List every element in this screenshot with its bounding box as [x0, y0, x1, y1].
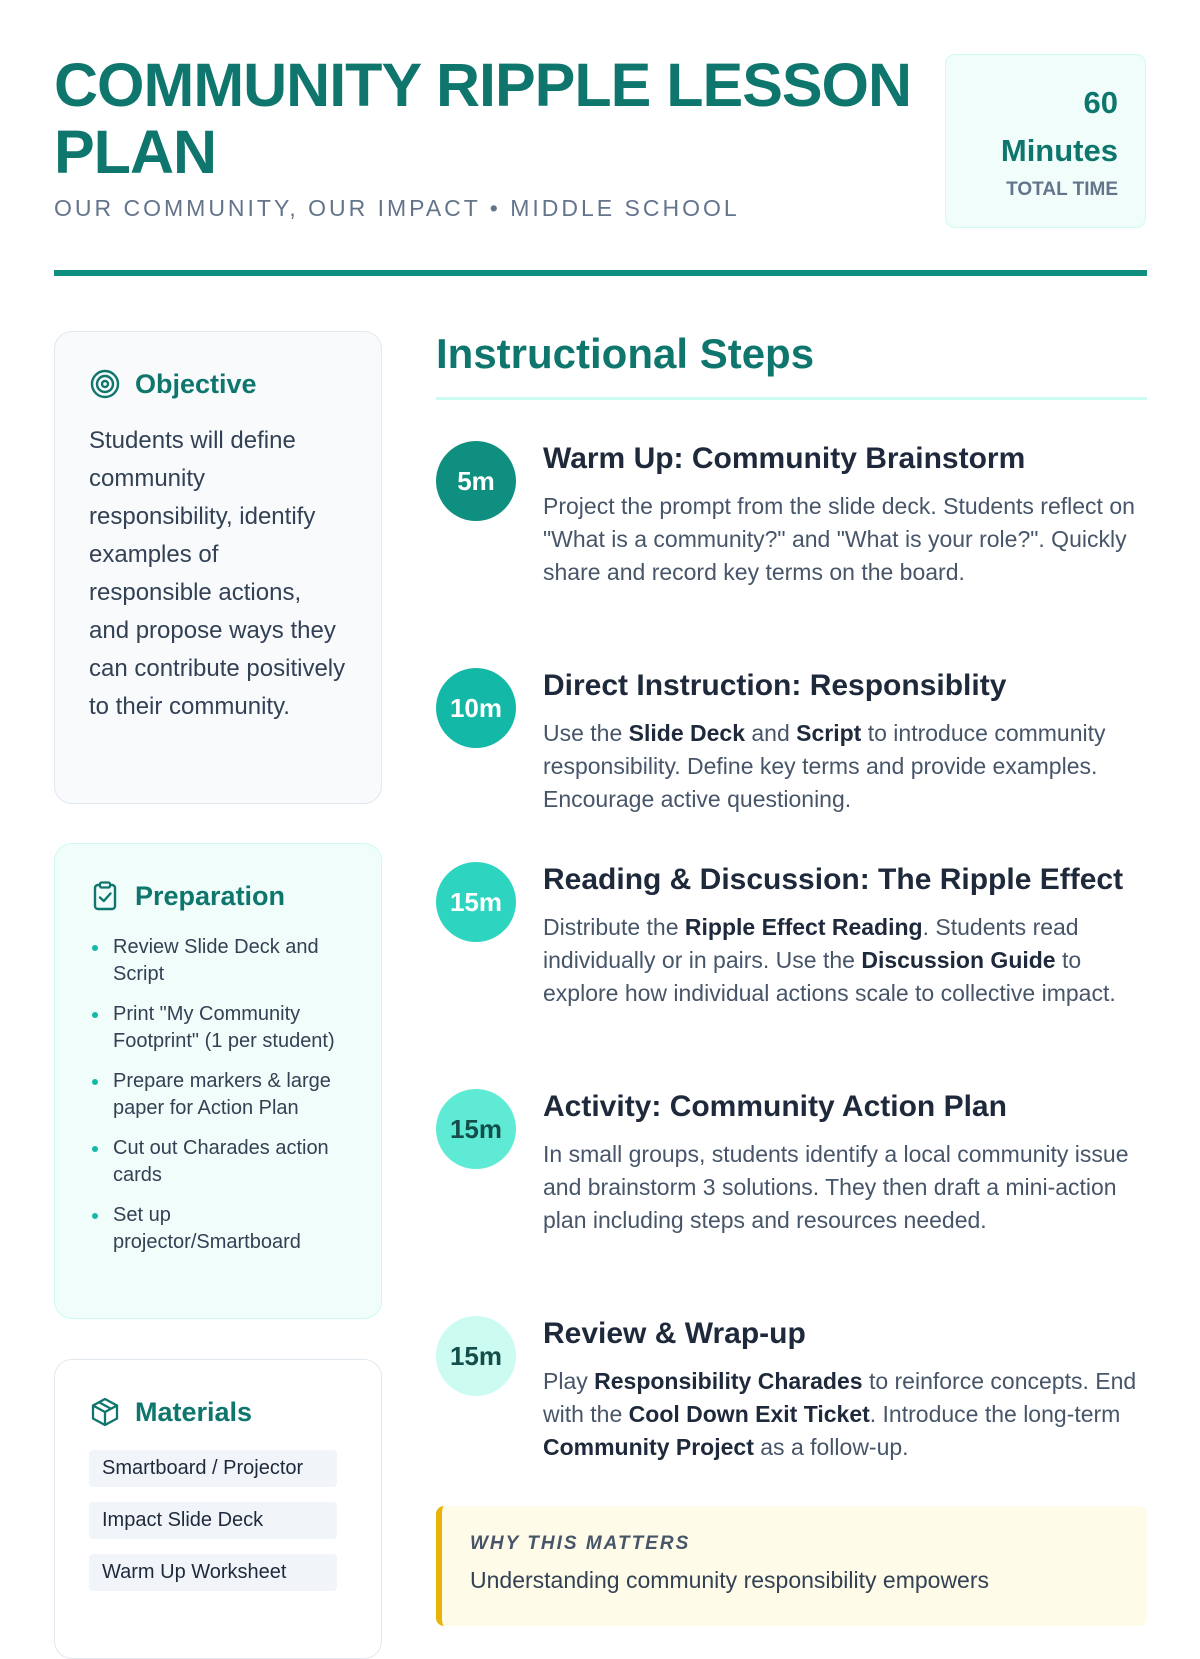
emphasis-text: Cool Down Exit Ticket: [628, 1401, 870, 1427]
total-time-value: 60: [1083, 85, 1118, 120]
description-text: Play: [543, 1368, 595, 1394]
preparation-title: Preparation: [135, 880, 286, 911]
description-text: . Students read individually or in pairs. Use the: [543, 914, 1079, 973]
description-text: to reinforce concepts. End with the: [543, 1368, 1137, 1427]
steps-divider: [436, 397, 1147, 400]
step-description: [543, 1365, 1147, 1464]
objective-title: Objective: [135, 368, 257, 399]
page-subtitle: OUR COMMUNITY, OUR IMPACT • MIDDLE SCHOOL: [54, 195, 740, 221]
step-title: Warm Up: Community Brainstorm: [543, 442, 1026, 475]
material-item: Impact Slide Deck: [89, 1502, 337, 1539]
description-text: In small groups, students identify a local community issue and brainstorm 3 solutions. They then draft a mini-action plan including steps and resources needed.: [543, 1141, 1129, 1233]
emphasis-text: Community Project: [543, 1434, 754, 1460]
step-duration-badge: 15m: [436, 1316, 516, 1396]
package-icon: [89, 1396, 121, 1428]
callout-text: Understanding community responsibility empowers: [470, 1567, 990, 1593]
total-time-unit: Minutes: [1000, 133, 1118, 168]
step-body: [543, 1089, 1147, 1237]
clipboard-check-icon: [89, 880, 121, 912]
description-text: Use the: [543, 720, 629, 746]
list-item: Print "My Community Footprint" (1 per student): [89, 1001, 347, 1055]
steps-section-title: Instructional Steps: [436, 330, 815, 377]
why-this-matters-callout: [436, 1506, 1147, 1626]
step-description: [543, 1138, 1147, 1237]
objective-header: [89, 368, 347, 400]
emphasis-text: Script: [796, 720, 862, 746]
preparation-header: [89, 880, 347, 912]
objective-card: [54, 331, 382, 804]
step-title: Review & Wrap-up: [543, 1317, 806, 1350]
target-icon: [89, 368, 121, 400]
step-body: [543, 1316, 1147, 1464]
emphasis-text: Discussion Guide: [861, 947, 1056, 973]
material-item: Smartboard / Projector: [89, 1450, 337, 1487]
objective-text: Students will define community responsibility, identify examples of responsible actions, and propose ways they can contribute positively to their community.: [89, 427, 346, 720]
step-title: Direct Instruction: Responsiblity: [543, 669, 1007, 702]
materials-header: [89, 1396, 347, 1428]
step-duration-badge: 15m: [436, 862, 516, 942]
emphasis-text: Responsibility Charades: [594, 1368, 863, 1394]
step-duration-badge: 15m: [436, 1089, 516, 1169]
description-text: to introduce community responsibility. Define key terms and provide examples. Encourage active questioning.: [543, 720, 1106, 812]
header-divider: [54, 270, 1147, 276]
emphasis-text: Slide Deck: [628, 720, 745, 746]
callout-label: WHY THIS MATTERS: [470, 1533, 691, 1554]
step-title: Reading & Discussion: The Ripple Effect: [543, 863, 1124, 896]
description-text: and: [745, 720, 797, 746]
step-description: [543, 911, 1147, 1010]
step-body: [543, 668, 1147, 816]
material-item: Warm Up Worksheet: [89, 1554, 337, 1591]
emphasis-text: Ripple Effect Reading: [684, 914, 923, 940]
total-time-label: TOTAL TIME: [1006, 179, 1118, 200]
description-text: as a follow-up.: [753, 1434, 909, 1460]
step-body: [543, 862, 1147, 1010]
materials-title: Materials: [135, 1396, 253, 1427]
list-item: Set up projector/Smartboard: [89, 1202, 347, 1256]
materials-card: [54, 1359, 382, 1659]
list-item: Prepare markers & large paper for Action Plan: [89, 1068, 347, 1122]
page-title: COMMUNITY RIPPLE LESSON PLAN: [54, 51, 912, 186]
step-body: [543, 441, 1147, 589]
description-text: to explore how individual actions scale to collective impact.: [543, 947, 1116, 1006]
description-text: Distribute the: [543, 914, 685, 940]
step-description: [543, 717, 1147, 816]
preparation-list: [89, 934, 347, 1256]
description-text: Project the prompt from the slide deck. Students reflect on "What is a community?" and "What is your role?". Quickly share and record key terms on the board.: [543, 493, 1135, 585]
step-description: [543, 490, 1147, 589]
step-duration-badge: 5m: [436, 441, 516, 521]
description-text: . Introduce the long-term: [869, 1401, 1121, 1427]
list-item: Cut out Charades action cards: [89, 1135, 347, 1189]
total-time-box: [945, 54, 1146, 228]
preparation-card: [54, 843, 382, 1319]
list-item: Review Slide Deck and Script: [89, 934, 347, 988]
step-title: Activity: Community Action Plan: [543, 1090, 1007, 1123]
step-duration-badge: 10m: [436, 668, 516, 748]
